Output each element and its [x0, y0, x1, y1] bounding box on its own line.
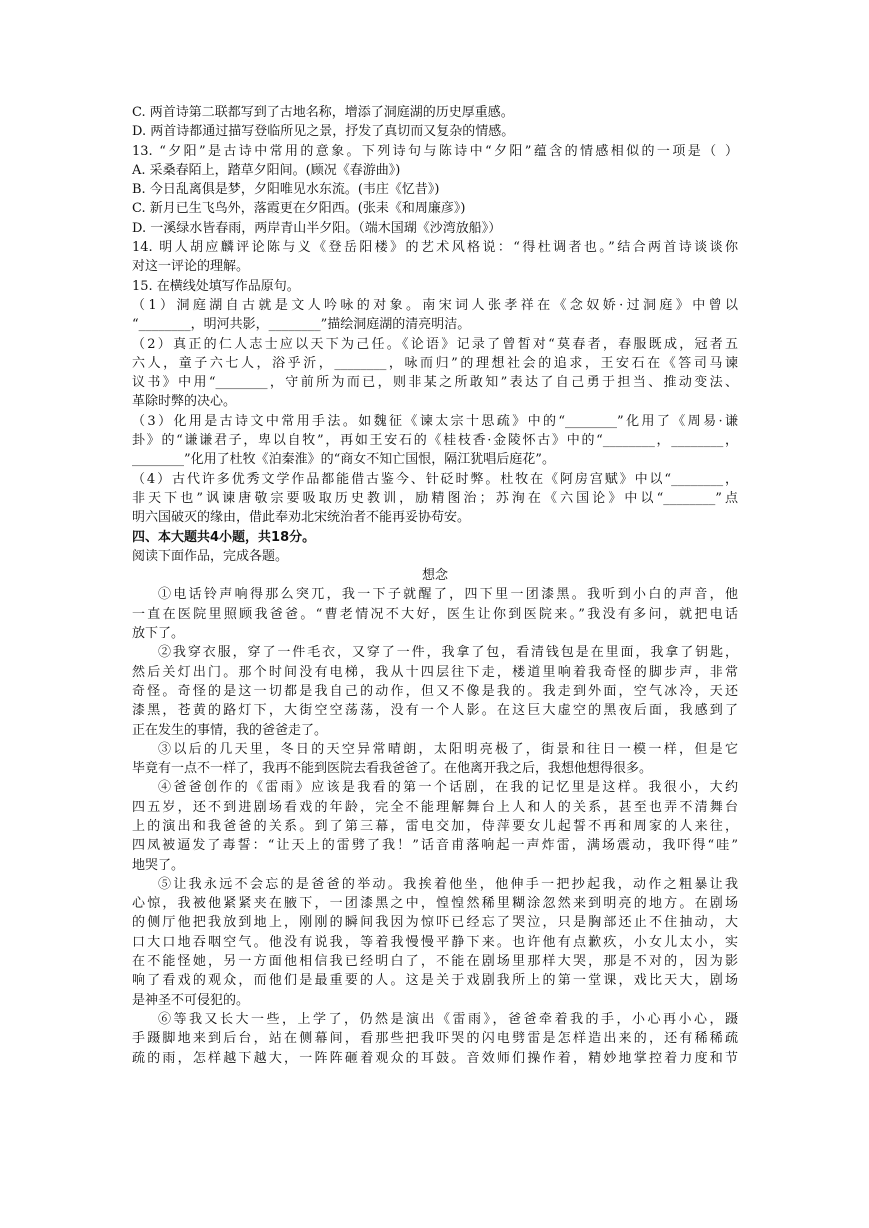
- essay-line: 四凤被逼发了毒誓：“让天上的雷劈了我！”话音甫落响起一声炸雷，满场震动，我吓得“哇”: [132, 838, 738, 854]
- question-line: 议书》中用“________，守前所为而已，则非某之所敢知”表达了自己勇于担当、推动变法、: [132, 375, 738, 391]
- question-line: ________”化用了杜牧《泊秦淮》的“商女不知亡国恨，隔江犹唱后庭花”。: [132, 452, 555, 468]
- essay-line: 漆黑，苍黄的路灯下，大街空空荡荡，没有一个人影。在这巨大虚空的黑夜后面，我感到了: [132, 703, 738, 719]
- essay-line: 响了看戏的观众，而他们是最重要的人。这是关于戏剧我所上的第一堂课，戏比天大，剧场: [132, 973, 738, 989]
- essay-line: 毕竟有一点不一样了，我再不能到医院去看我爸爸了。在他离开我之后，我想他想得很多。: [132, 761, 653, 777]
- essay-line: 是神圣不可侵犯的。: [132, 992, 250, 1008]
- question-line: 13. “夕阳”是古诗中常用的意象。下列诗句与陈诗中“夕阳”蕴含的情感相似的一项是（ ）: [132, 143, 738, 159]
- essay-title: 想念: [421, 568, 448, 584]
- question-line: 明六国破灭的缘由，借此奉劝北宋统治者不能再妥协苟安。: [132, 510, 471, 526]
- question-line: C. 两首诗第二联都写到了古地名称，增添了洞庭湖的历史厚重感。: [132, 105, 514, 120]
- question-line: 非天下也”讽谏唐敬宗要吸取历史教训，励精图治；苏洵在《六国论》中以“________”点: [132, 490, 738, 506]
- question-line: D. 两首诗都通过描写登临所见之景，抒发了真切而又复杂的情感。: [132, 124, 515, 140]
- essay-line: 一直在医院里照顾我爸爸。“曹老情况不大好，医生让你到医院来。”我没有多问，就把电话: [132, 606, 738, 622]
- essay-paragraph: [132, 585, 738, 643]
- question-line: 对这一评论的理解。: [132, 259, 250, 275]
- essay-text: [132, 585, 738, 1067]
- essay-line: ②我穿衣服，穿了一件毛衣，又穿了一件，我拿了包，看清钱包是在里面，我拿了钥匙，: [158, 645, 738, 661]
- essay-line: 奇怪。奇怪的是这一切都是我自己的动作，但又不像是我的。我走到外面，空气冰冷，天还: [132, 683, 738, 699]
- essay-line: ③以后的几天里，冬日的天空异常晴朗，太阳明亮极了，街景和往日一模一样，但是它: [158, 741, 738, 757]
- question-line: 14. 明人胡应麟评论陈与义《登岳阳楼》的艺术风格说：“得杜调者也。”结合两首诗谈谈你: [132, 240, 738, 256]
- question-line: 六人，童子六七人，浴乎沂，________，咏而归”的理想社会的追求，王安石在《答司马谏: [132, 355, 738, 371]
- question-line: （4）古代许多优秀文学作品都能借古鉴今、针砭时弊。杜牧在《阿房宫赋》中以“________，: [132, 471, 738, 487]
- essay-line: 手蹑脚地来到后台，站在侧幕间，看那些把我吓哭的闪电劈雷是怎样造出来的，还有稀稀疏: [132, 1031, 738, 1047]
- essay-line: 正在发生的事情，我的爸爸走了。: [132, 722, 328, 738]
- essay-line: 疏的雨，怎样越下越大，一阵阵砸着观众的耳鼓。音效师们操作着，精妙地掌控着力度和节: [132, 1050, 738, 1066]
- section-heading: 四、本大题共4小题，共18分。: [132, 529, 316, 545]
- question-line: “________，明河共影，________”描绘洞庭湖的清亮明洁。: [132, 317, 471, 333]
- question-line: B. 今日乱离俱是梦，夕阳唯见水东流。(韦庄《忆昔》): [132, 182, 440, 198]
- reading-instruction: 阅读下面作品，完成各题。: [132, 548, 289, 564]
- essay-paragraph: [132, 740, 738, 779]
- question-line: 革除时弊的决心。: [132, 394, 237, 410]
- question-lines: [132, 103, 738, 528]
- essay-line: 四五岁，还不到进剧场看戏的年龄，完全不能理解舞台上人和人的关系，甚至也弄不清舞台: [132, 799, 738, 815]
- essay-paragraph: [132, 875, 738, 1010]
- question-line: （2）真正的仁人志士应以天下为己任。《论语》记录了曾皙对“莫春者，春服既成，冠者五: [132, 336, 738, 352]
- question-line: A. 采桑春陌上，踏草夕阳间。(顾况《春游曲》): [132, 162, 401, 178]
- question-line: C. 新月已生飞鸟外，落霞更在夕阳西。(张耒《和周廉彦》): [132, 201, 466, 217]
- question-line: D. 一溪绿水皆春雨，两岸青山半夕阳。（端木国瑚《沙湾放船》）: [132, 220, 502, 236]
- question-line: （3）化用是古诗文中常用手法。如魏征《谏太宗十思疏》中的“________”化用了《周易·谦: [132, 413, 738, 429]
- essay-line: 地哭了。: [132, 857, 185, 873]
- question-line: 卦》的“谦谦君子，卑以自牧”，再如王安石的《桂枝香·金陵怀古》中的“________，________，: [132, 433, 738, 449]
- question-line: （1）洞庭湖自古就是文人吟咏的对象。南宋词人张孝祥在《念奴娇·过洞庭》中曾以: [132, 297, 738, 313]
- essay-line: 在不能怪她，另一方面他相信我已经明白了，不能在剧场里那样大哭，那是不对的，因为影: [132, 954, 738, 970]
- essay-line: ⑥等我又长大一些，上学了，仍然是演出《雷雨》，爸爸牵着我的手，小心再小心，蹑: [158, 1011, 738, 1027]
- essay-paragraph: [132, 778, 738, 874]
- essay-paragraph: [132, 1010, 738, 1068]
- essay-line: 心惊，我被他紧紧夹在腋下，一团漆黑之中，惶惶然稀里糊涂忽然来到明亮的地方。在剧场: [132, 896, 738, 912]
- essay-line: 的侧厅他把我放到地上，刚刚的瞬间我因为惊吓已经忘了哭泣，只是胸部还止不住抽动，大: [132, 915, 738, 931]
- essay-line: 放下了。: [132, 626, 185, 642]
- essay-line: ①电话铃声响得那么突兀，我一下子就醒了，四下里一团漆黑。我听到小白的声音，他: [158, 587, 738, 603]
- essay-line: ⑤让我永远不会忘的是爸爸的举动。我挨着他坐，他伸手一把抄起我，动作之粗暴让我: [158, 876, 738, 892]
- question-line: 15. 在横线处填写作品原句。: [132, 278, 300, 294]
- essay-line: 然后关灯出门。那个时间没有电梯，我从十四层往下走，楼道里响着我奇怪的脚步声，非常: [132, 664, 738, 680]
- document-body: [132, 103, 738, 1068]
- essay-line: 上的演出和我爸爸的关系。到了第三幕，雷电交加，侍萍要女儿起誓不再和周家的人来往，: [132, 818, 738, 834]
- essay-line: ④爸爸创作的《雷雨》应该是我看的第一个话剧，在我的记忆里是这样。我很小，大约: [158, 780, 738, 796]
- essay-line: 口大口地吞咽空气。他没有说我，等着我慢慢平静下来。也许他有点歉疚，小女儿太小，实: [132, 934, 738, 950]
- essay-paragraph: [132, 643, 738, 739]
